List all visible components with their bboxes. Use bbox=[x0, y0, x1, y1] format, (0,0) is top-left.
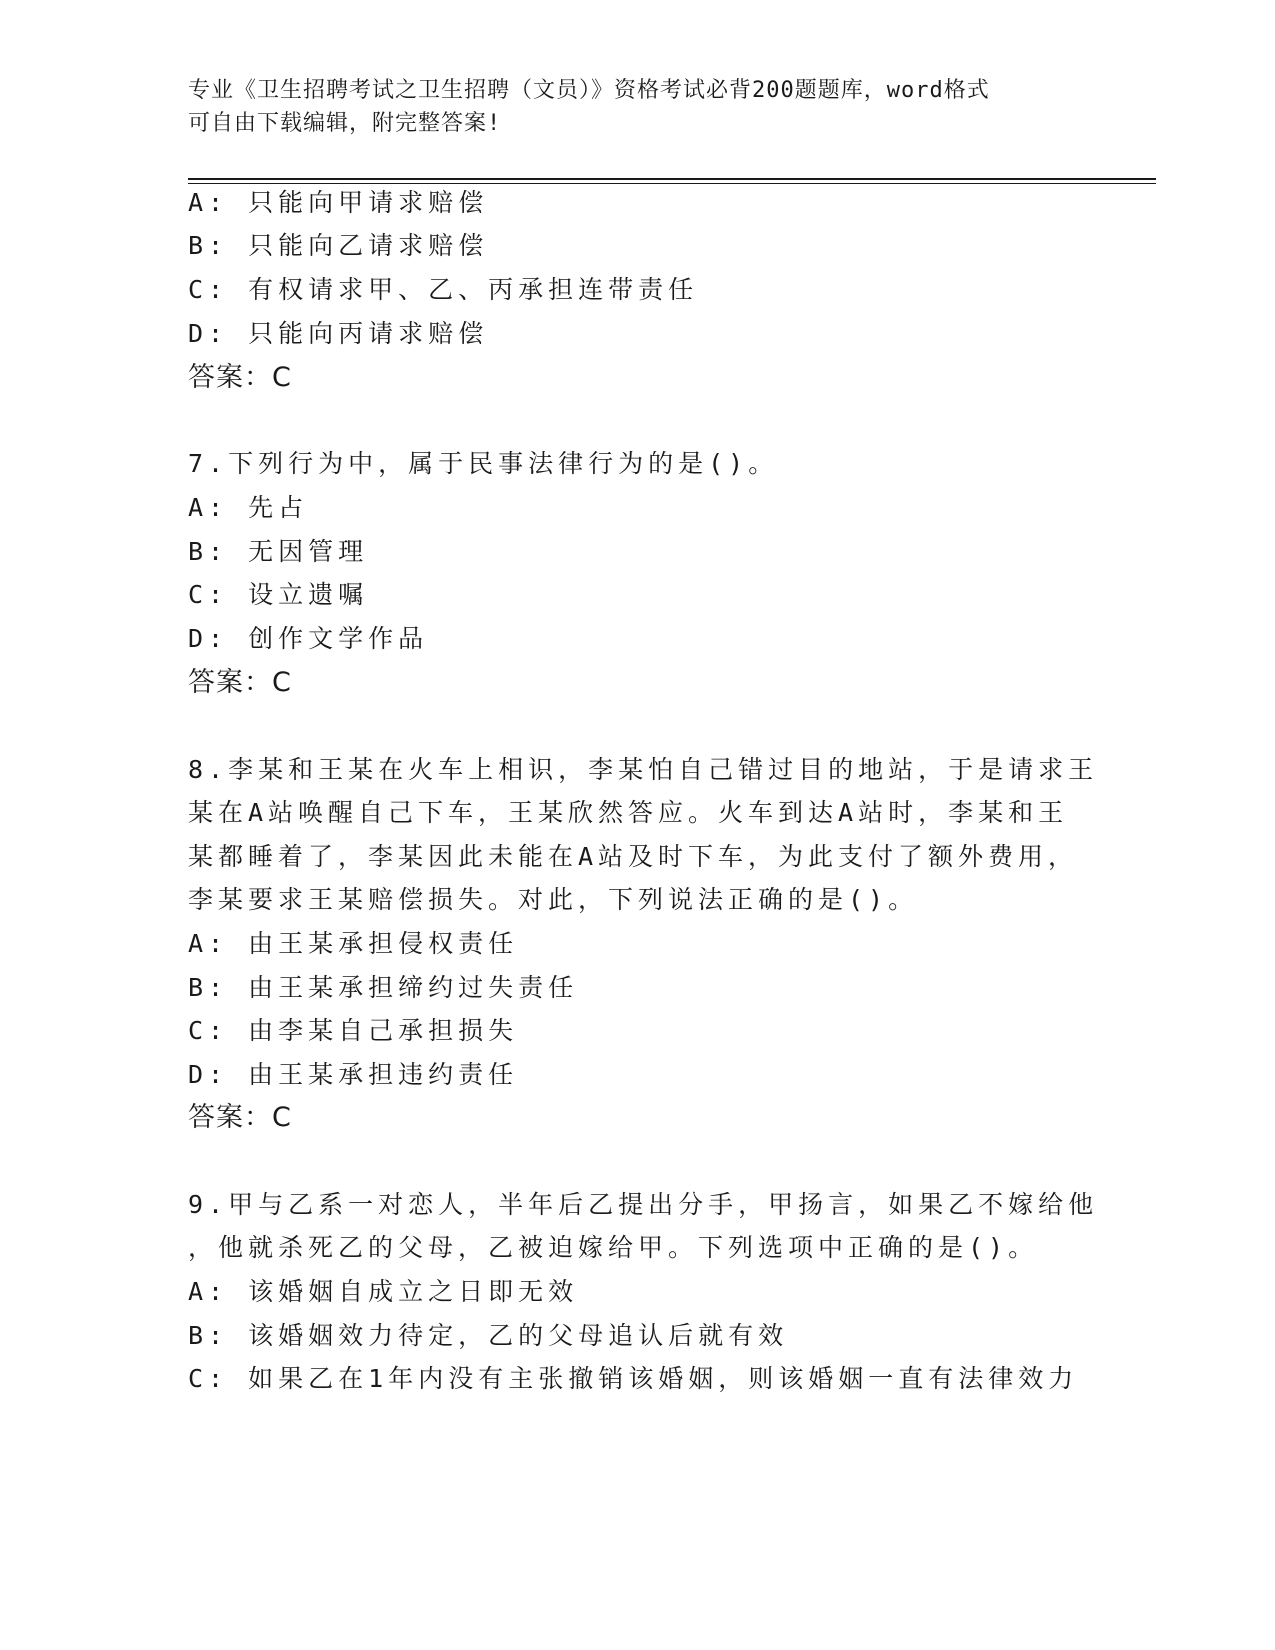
header-divider-thin bbox=[188, 183, 1156, 184]
document-header bbox=[188, 74, 1068, 140]
q6-option-d: D: 只能向丙请求赔偿 bbox=[188, 319, 489, 348]
q7-option-a: A: 先占 bbox=[188, 493, 309, 522]
q8-stem-line-4: 李某要求王某赔偿损失。对此，下列说法正确的是()。 bbox=[188, 885, 919, 914]
q8-stem-line-2: 某在A站唤醒自己下车，王某欣然答应。火车到达A站时，李某和王 bbox=[188, 798, 1069, 827]
q7-answer: 答案：C bbox=[188, 667, 292, 698]
q9-stem-line-2: ，他就杀死乙的父母，乙被迫嫁给甲。下列选项中正确的是()。 bbox=[188, 1233, 1039, 1262]
q9-option-c: C: 如果乙在1年内没有主张撤销该婚姻，则该婚姻一直有法律效力 bbox=[188, 1364, 1079, 1393]
q8-option-c: C: 由李某自己承担损失 bbox=[188, 1016, 519, 1045]
q7-option-c: C: 设立遗嘱 bbox=[188, 580, 369, 609]
q9-stem-line-1: 9.甲与乙系一对恋人，半年后乙提出分手，甲扬言，如果乙不嫁给他 bbox=[188, 1190, 1099, 1219]
q8-answer: 答案：C bbox=[188, 1102, 292, 1133]
q7-option-d: D: 创作文学作品 bbox=[188, 624, 429, 653]
header-divider-thick bbox=[188, 178, 1156, 180]
header-line-2: 可自由下载编辑，附完整答案! bbox=[188, 111, 502, 136]
q6-option-a: A: 只能向甲请求赔偿 bbox=[188, 188, 489, 217]
q9-option-a: A: 该婚姻自成立之日即无效 bbox=[188, 1277, 579, 1306]
q6-option-b: B: 只能向乙请求赔偿 bbox=[188, 231, 489, 260]
q8-stem-line-3: 某都睡着了，李某因此未能在A站及时下车，为此支付了额外费用， bbox=[188, 842, 1079, 871]
q6-option-c: C: 有权请求甲、乙、丙承担连带责任 bbox=[188, 275, 699, 304]
q7-option-b: B: 无因管理 bbox=[188, 537, 369, 566]
q8-stem-line-1: 8.李某和王某在火车上相识，李某怕自己错过目的地站，于是请求王 bbox=[188, 755, 1099, 784]
q8-option-b: B: 由王某承担缔约过失责任 bbox=[188, 973, 579, 1002]
q6-answer: 答案：C bbox=[188, 362, 292, 393]
header-line-1: 专业《卫生招聘考试之卫生招聘（文员）》资格考试必背200题题库，word格式 bbox=[188, 78, 990, 103]
q8-option-a: A: 由王某承担侵权责任 bbox=[188, 929, 519, 958]
q8-option-d: D: 由王某承担违约责任 bbox=[188, 1060, 519, 1089]
q9-option-b: B: 该婚姻效力待定，乙的父母追认后就有效 bbox=[188, 1321, 789, 1350]
q7-stem: 7.下列行为中，属于民事法律行为的是()。 bbox=[188, 449, 779, 478]
